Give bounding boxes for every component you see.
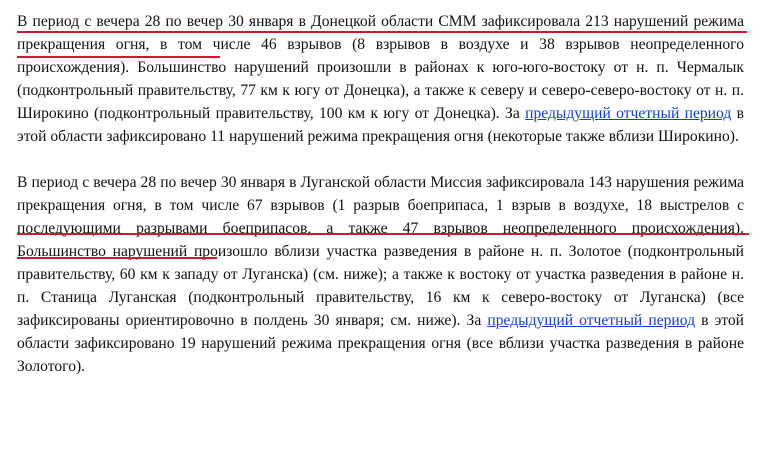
paragraph-luhansk-text-end: в этой области зафиксировано 19 нарушений режима прекращения огня (все вблизи участка разведения в районе Золотого). <box>17 312 745 375</box>
highlight-underline-luhansk-1 <box>17 233 749 235</box>
previous-report-link-donetsk[interactable]: предыдущий отчетный период <box>525 105 732 122</box>
highlight-underline-donetsk-1 <box>17 31 747 33</box>
document-body <box>17 10 744 378</box>
highlight-underline-donetsk-2 <box>17 56 220 58</box>
paragraph-luhansk <box>17 171 744 378</box>
paragraph-donetsk-text-start: В период с вечера 28 по вечер 30 января в Донецкой области СММ зафиксировала 213 нарушений режима прекращения огня, в том числе 46 взрывов (8 взрывов в воздухе и 38 взрывов неопределенного происхождения). Большинство нарушений произошли в районах к юго-юго-востоку от н. п. Чермалык (подконтрольный правительству, 77 км к югу от Донецка), а также к северу и северо-северо-востоку от н. п. Широкино (подконтрольный правительству, 100 км к югу от Донецка). За <box>17 13 744 122</box>
paragraph-luhansk-text-start: В период с вечера 28 по вечер 30 января в Луганской области Миссия зафиксировала 143 нарушения режима прекращения огня, в том числе 67 взрывов (1 разрыв боеприпаса, 1 взрыв в воздухе, 18 выстрелов с последующими разрывами боеприпасов, а также 47 взрывов неопределенного происхождения). Большинство нарушений произошло вблизи участка разведения в районе н. п. Золотое (подконтрольный правительству, 60 км к западу от Луганска) (см. ниже); а также к востоку от участка разведения в районе н. п. Станица Луганская (подконтрольный правительству, 16 км к северо-востоку от Луганска) (все зафиксированы ориентировочно в полдень 30 января; см. ниже). За <box>17 174 744 329</box>
highlight-underline-luhansk-2 <box>17 257 217 259</box>
paragraph-donetsk-text-end: в этой области зафиксировано 11 нарушений режима прекращения огня (некоторые также вблизи Широкино). <box>17 105 745 145</box>
previous-report-link-luhansk[interactable]: предыдущий отчетный период <box>487 312 696 329</box>
